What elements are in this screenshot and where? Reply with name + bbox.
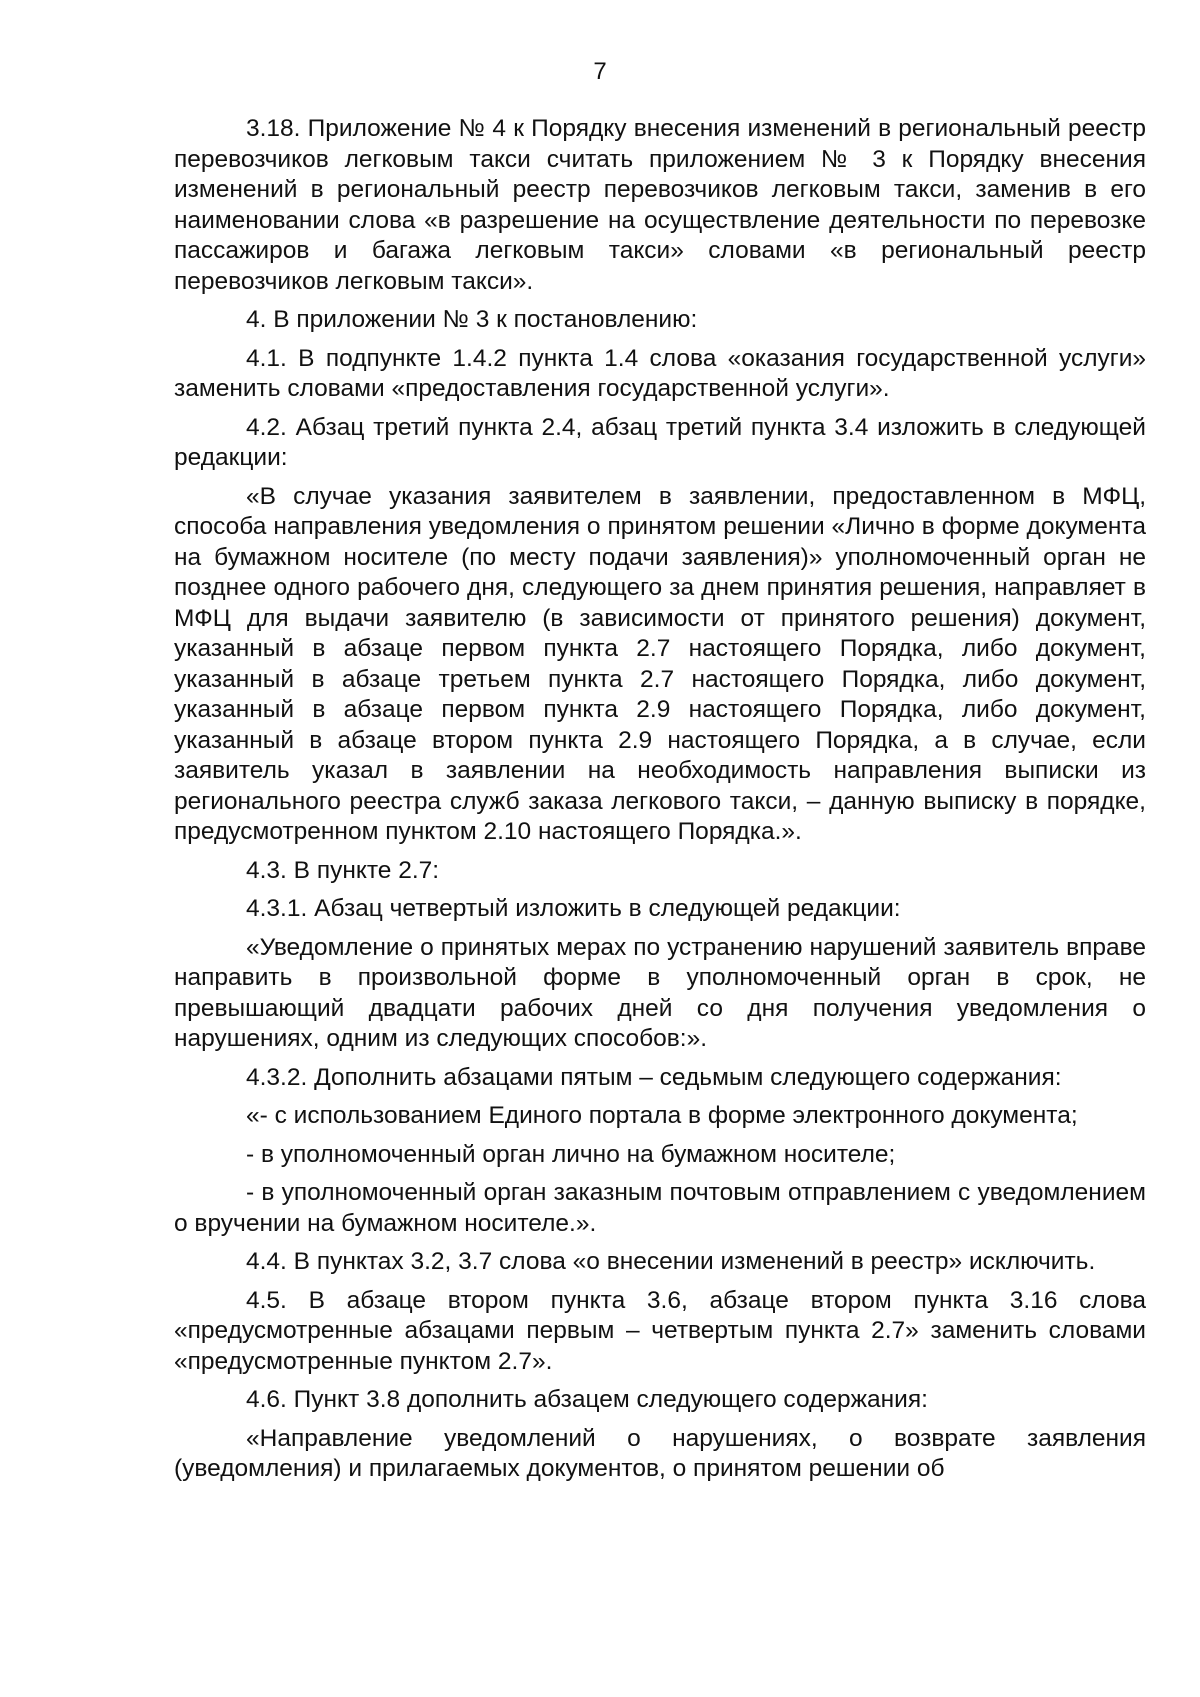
document-body bbox=[174, 114, 1146, 1493]
paragraph-4: 4. В приложении № 3 к постановлению: bbox=[246, 306, 698, 333]
paragraph-4-6: 4.6. Пункт 3.8 дополнить абзацем следующего содержания: bbox=[246, 1386, 928, 1413]
paragraph-4-2: 4.2. Абзац третий пункта 2.4, абзац третий пункта 3.4 изложить в следующей редакции: bbox=[174, 413, 1146, 471]
page-number: 7 bbox=[593, 58, 607, 85]
paragraph-4-4: 4.4. В пунктах 3.2, 3.7 слова «о внесении изменений в реестр» исключить. bbox=[246, 1248, 1096, 1275]
paragraph-4-3: 4.3. В пункте 2.7: bbox=[246, 856, 440, 884]
paragraph-4-5: 4.5. В абзаце втором пункта 3.6, абзаце втором пункта 3.16 слова «предусмотренные абзацами первым – четвертым пункта 2.7» заменить словами «предусмотренные пунктом 2.7». bbox=[174, 1286, 1146, 1375]
paragraph-4-2-quote: «В случае указания заявителем в заявлении, предоставленном в МФЦ, способа направления уведомления о принятом решении «Лично в форме документа на бумажном носителе (по месту подачи заявления)» уполномоченный орган не позднее одного рабочего дня, следующего за днем принятия решения, направляет в МФЦ для выдачи заявителю (в зависимости от принятого решения) документ, указанный в абзаце первом пункта 2.7 настоящего Порядка, либо документ, указанный в абзаце третьем пункта 2.7 настоящего Порядка, либо документ, указанный в абзаце первом пункта 2.9 настоящего Порядка, либо документ, указанный в абзаце втором пункта 2.9 настоящего Порядка, а в случае, если заявитель указал в заявлении на необходимость направления выписки из регионального реестра служб заказа легкового такси, – данную выписку в порядке, предусмотренном пунктом 2.10 настоящего Порядка.». bbox=[174, 482, 1146, 845]
paragraph-3-18: 3.18. Приложение № 4 к Порядку внесения изменений в региональный реестр перевозчиков легковым такси считать приложением № 3 к Порядку внесения изменений в региональный реестр перевозчиков легковым такси, заменив в его наименовании слова «в разрешение на осуществление деятельности по перевозке пассажиров и багажа легковым такси» словами «в региональный реестр перевозчиков легковым такси». bbox=[174, 115, 1146, 295]
paragraph-4-6-quote: «Направление уведомлений о нарушениях, о возврате заявления (уведомления) и прилагаемых документов, о принятом решении об bbox=[174, 1424, 1146, 1482]
paragraph-4-3-2-item-1: «- с использованием Единого портала в форме электронного документа; bbox=[246, 1102, 1078, 1129]
paragraph-4-3-1-quote: «Уведомление о принятых мерах по устранению нарушений заявитель вправе направить в произвольной форме в уполномоченный орган в срок, не превышающий двадцати рабочих дней со дня получения уведомления о нарушениях, одним из следующих способов:». bbox=[174, 933, 1146, 1052]
paragraph-4-3-2: 4.3.2. Дополнить абзацами пятым – седьмым следующего содержания: bbox=[246, 1063, 1062, 1091]
paragraph-4-3-2-item-3: - в уполномоченный орган заказным почтовым отправлением с уведомлением о вручении на бумажном носителе.». bbox=[174, 1179, 1146, 1237]
paragraph-4-1: 4.1. В подпункте 1.4.2 пункта 1.4 слова «оказания государственной услуги» заменить словами «предоставления государственной услуги». bbox=[174, 344, 1146, 402]
paragraph-4-3-2-item-2: - в уполномоченный орган лично на бумажном носителе; bbox=[246, 1140, 896, 1168]
paragraph-4-3-1: 4.3.1. Абзац четвертый изложить в следующей редакции: bbox=[246, 895, 901, 922]
